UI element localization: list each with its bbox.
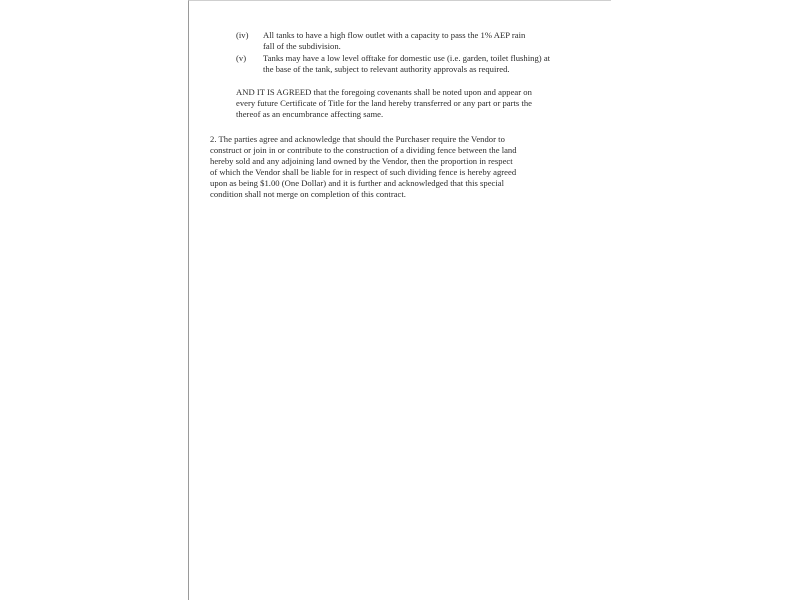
clause-2-line: upon as being $1.00 (One Dollar) and it is further and acknowledged that this special <box>210 178 505 188</box>
list-item-line: fall of the subdivision. <box>263 41 341 51</box>
clause-2-line: hereby sold and any adjoining land owned by the Vendor, then the proportion in respect <box>210 156 513 166</box>
list-item-line: Tanks may have a low level offtake for domestic use (i.e. garden, toilet flushing) at <box>263 53 551 63</box>
document-page <box>188 0 611 600</box>
agreed-paragraph-line: every future Certificate of Title for the land hereby transferred or any part or parts the <box>236 98 533 108</box>
clause-2-line: condition shall not merge on completion of this contract. <box>210 189 406 199</box>
list-item-number: (iv) <box>236 30 249 40</box>
clause-2-line: of which the Vendor shall be liable for in respect of such dividing fence is hereby agreed <box>210 167 517 177</box>
agreed-paragraph-line: thereof as an encumbrance affecting same. <box>236 109 384 119</box>
list-item-line: All tanks to have a high flow outlet with a capacity to pass the 1% AEP rain <box>263 30 526 40</box>
agreed-paragraph-line: AND IT IS AGREED that the foregoing covenants shall be noted upon and appear on <box>236 87 532 97</box>
list-item-number: (v) <box>236 53 247 63</box>
clause-2-line: 2. The parties agree and acknowledge that should the Purchaser require the Vendor to <box>210 134 505 144</box>
clause-2-line: construct or join in or contribute to the construction of a dividing fence between the land <box>210 145 517 155</box>
list-item-line: the base of the tank, subject to relevant authority approvals as required. <box>263 64 510 74</box>
